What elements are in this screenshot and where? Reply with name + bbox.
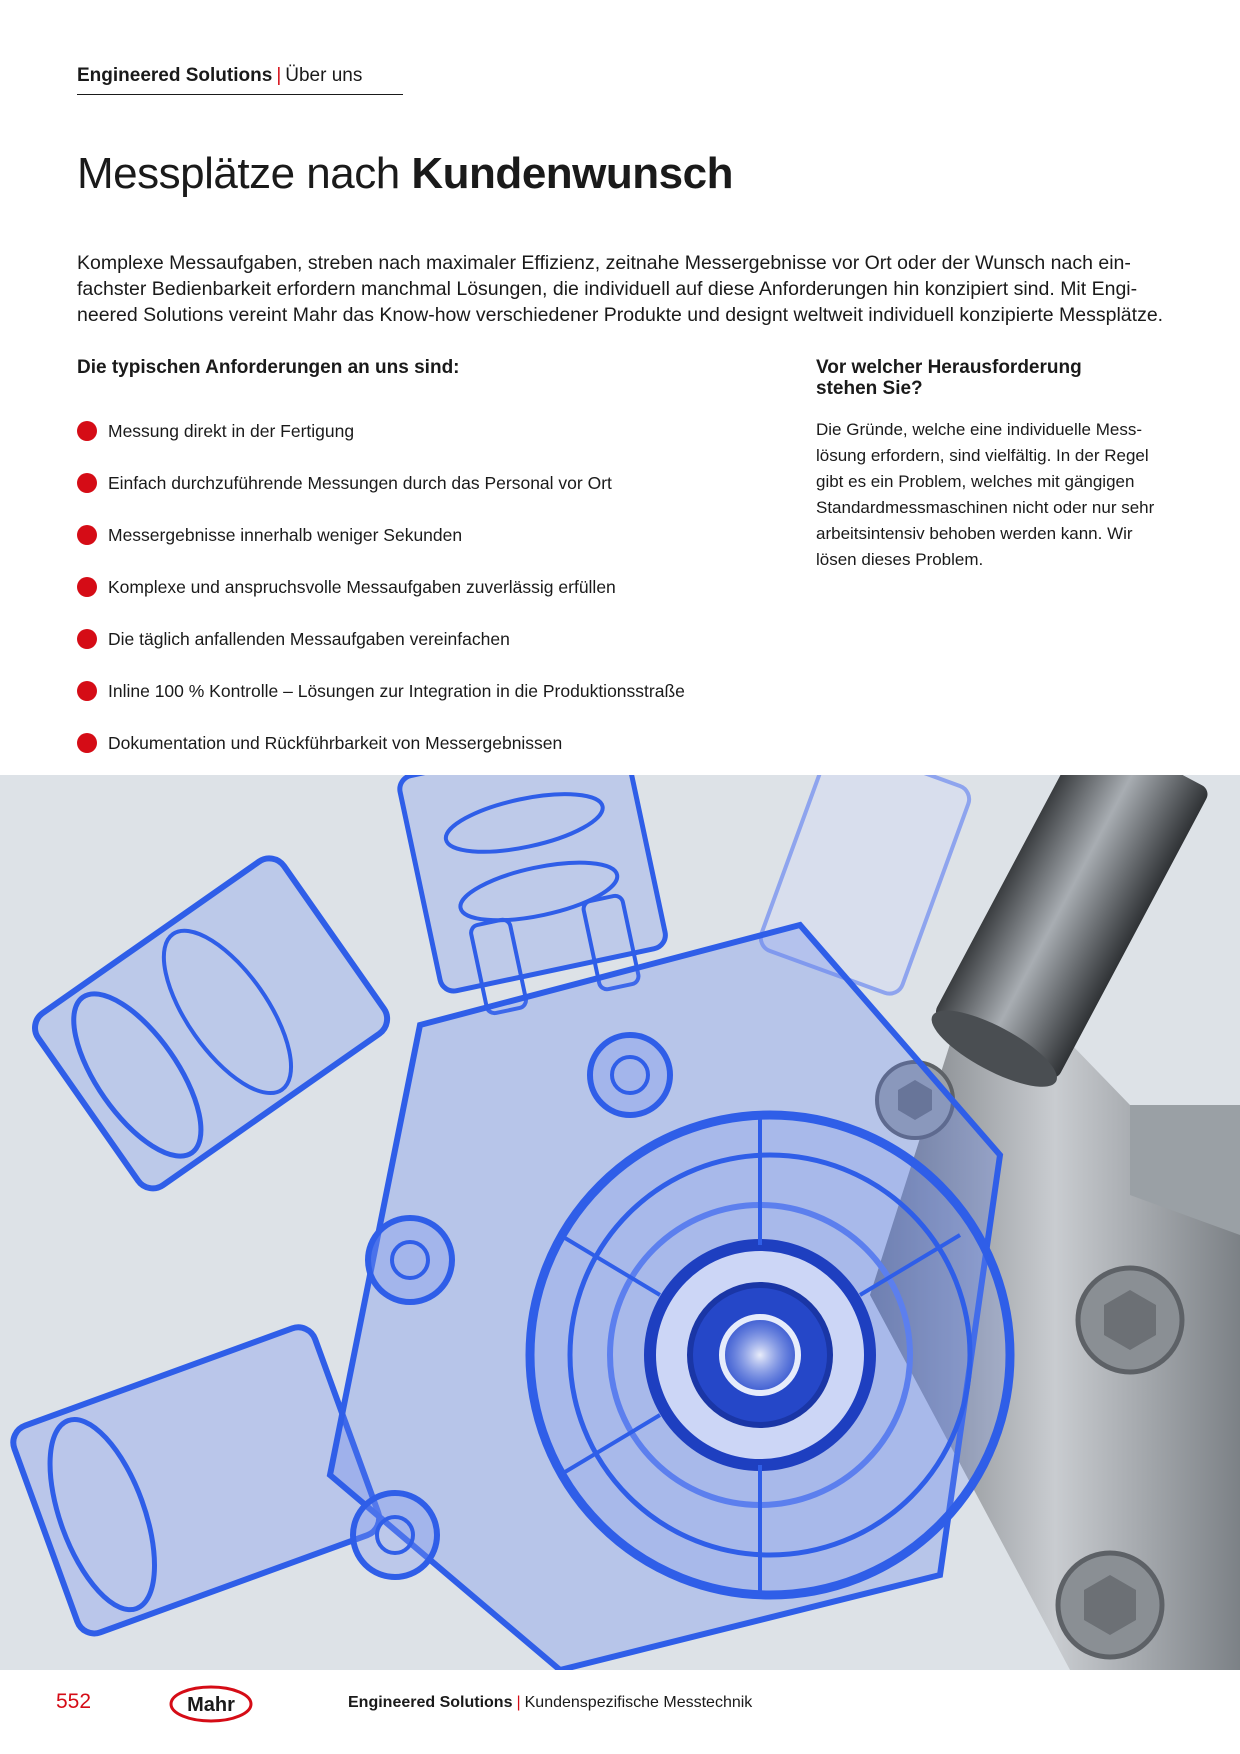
challenge-line: Die Gründe, welche eine individuelle Mess- xyxy=(816,420,1142,439)
challenge-heading-line: stehen Sie? xyxy=(816,378,923,399)
bullet-dot-icon xyxy=(77,681,97,701)
motor-cylinder xyxy=(922,775,1211,1101)
header-section: Engineered Solutions xyxy=(77,65,273,86)
challenge-line: arbeitsintensiv behoben werden kann. Wir xyxy=(816,524,1133,543)
hero-image xyxy=(0,775,1240,1670)
page-number: 552 xyxy=(56,1690,92,1713)
intro-paragraph xyxy=(77,250,1207,328)
challenge-line: Standardmessmaschinen nicht oder nur sehr xyxy=(816,498,1155,517)
list-item xyxy=(77,418,685,470)
footer-text xyxy=(348,1692,752,1714)
requirements-heading: Die typischen Anforderungen an uns sind: xyxy=(77,357,460,378)
challenge-heading xyxy=(816,357,1082,399)
list-item xyxy=(77,470,685,522)
list-item xyxy=(77,678,685,730)
list-item xyxy=(77,574,685,626)
measuring-device-illustration xyxy=(0,775,1240,1670)
list-item-text: Einfach durchzuführende Messungen durch das Personal vor Ort xyxy=(108,473,612,493)
list-item-text: Dokumentation und Rückführbarkeit von Messergebnissen xyxy=(108,733,563,753)
challenge-paragraph xyxy=(816,417,1154,573)
running-header xyxy=(77,64,403,95)
bullet-dot-icon xyxy=(77,473,97,493)
list-item xyxy=(77,522,685,574)
bullet-dot-icon xyxy=(77,629,97,649)
challenge-heading-line: Vor welcher Herausforderung xyxy=(816,357,1082,378)
bullet-dot-icon xyxy=(77,577,97,597)
list-item-text: Inline 100 % Kontrolle – Lösungen zur Integration in die Produktionsstraße xyxy=(108,681,685,701)
footer-separator: | xyxy=(516,1694,521,1711)
footer-subtitle: Kundenspezifische Messtechnik xyxy=(524,1694,753,1711)
page-title xyxy=(77,146,733,202)
bullet-dot-icon xyxy=(77,525,97,545)
page-footer xyxy=(0,1670,1240,1754)
intro-line: neered Solutions vereint Mahr das Know-how verschiedener Produkte und designt weltweit individuell konzipierte Messplätze. xyxy=(77,304,1164,326)
bullet-dot-icon xyxy=(77,733,97,753)
mahr-logo xyxy=(168,1684,254,1724)
transparent-measuring-head xyxy=(8,775,1010,1670)
logo-text: Mahr xyxy=(187,1694,235,1716)
challenge-line: gibt es ein Problem, welches mit gängigen xyxy=(816,472,1135,491)
list-item-text: Die täglich anfallenden Messaufgaben vereinfachen xyxy=(108,629,510,649)
challenge-line: lösen dieses Problem. xyxy=(816,550,984,569)
bullet-dot-icon xyxy=(77,421,97,441)
page-title-light: Messplätze nach xyxy=(77,149,400,198)
page-title-bold: Kundenwunsch xyxy=(411,149,733,198)
list-item-text: Komplexe und anspruchsvolle Messaufgaben zuverlässig erfüllen xyxy=(108,577,616,597)
requirements-list xyxy=(77,418,685,782)
list-item-text: Messung direkt in der Fertigung xyxy=(108,421,355,441)
list-item xyxy=(77,626,685,678)
intro-line: fachster Bedienbarkeit erfordern manchmal Lösungen, die individuell auf diese Anforderungen hin konzipiert sind. Mit Engi- xyxy=(77,278,1138,300)
footer-section: Engineered Solutions xyxy=(348,1694,513,1711)
header-separator: | xyxy=(276,65,282,86)
challenge-line: lösung erfordern, sind vielfältig. In der Regel xyxy=(816,446,1149,465)
list-item-text: Messergebnisse innerhalb weniger Sekunden xyxy=(108,525,463,545)
header-subsection: Über uns xyxy=(285,65,363,86)
intro-line: Komplexe Messaufgaben, streben nach maximaler Effizienz, zeitnahe Messergebnisse vor Ort oder der Wunsch nach ein- xyxy=(77,252,1131,274)
